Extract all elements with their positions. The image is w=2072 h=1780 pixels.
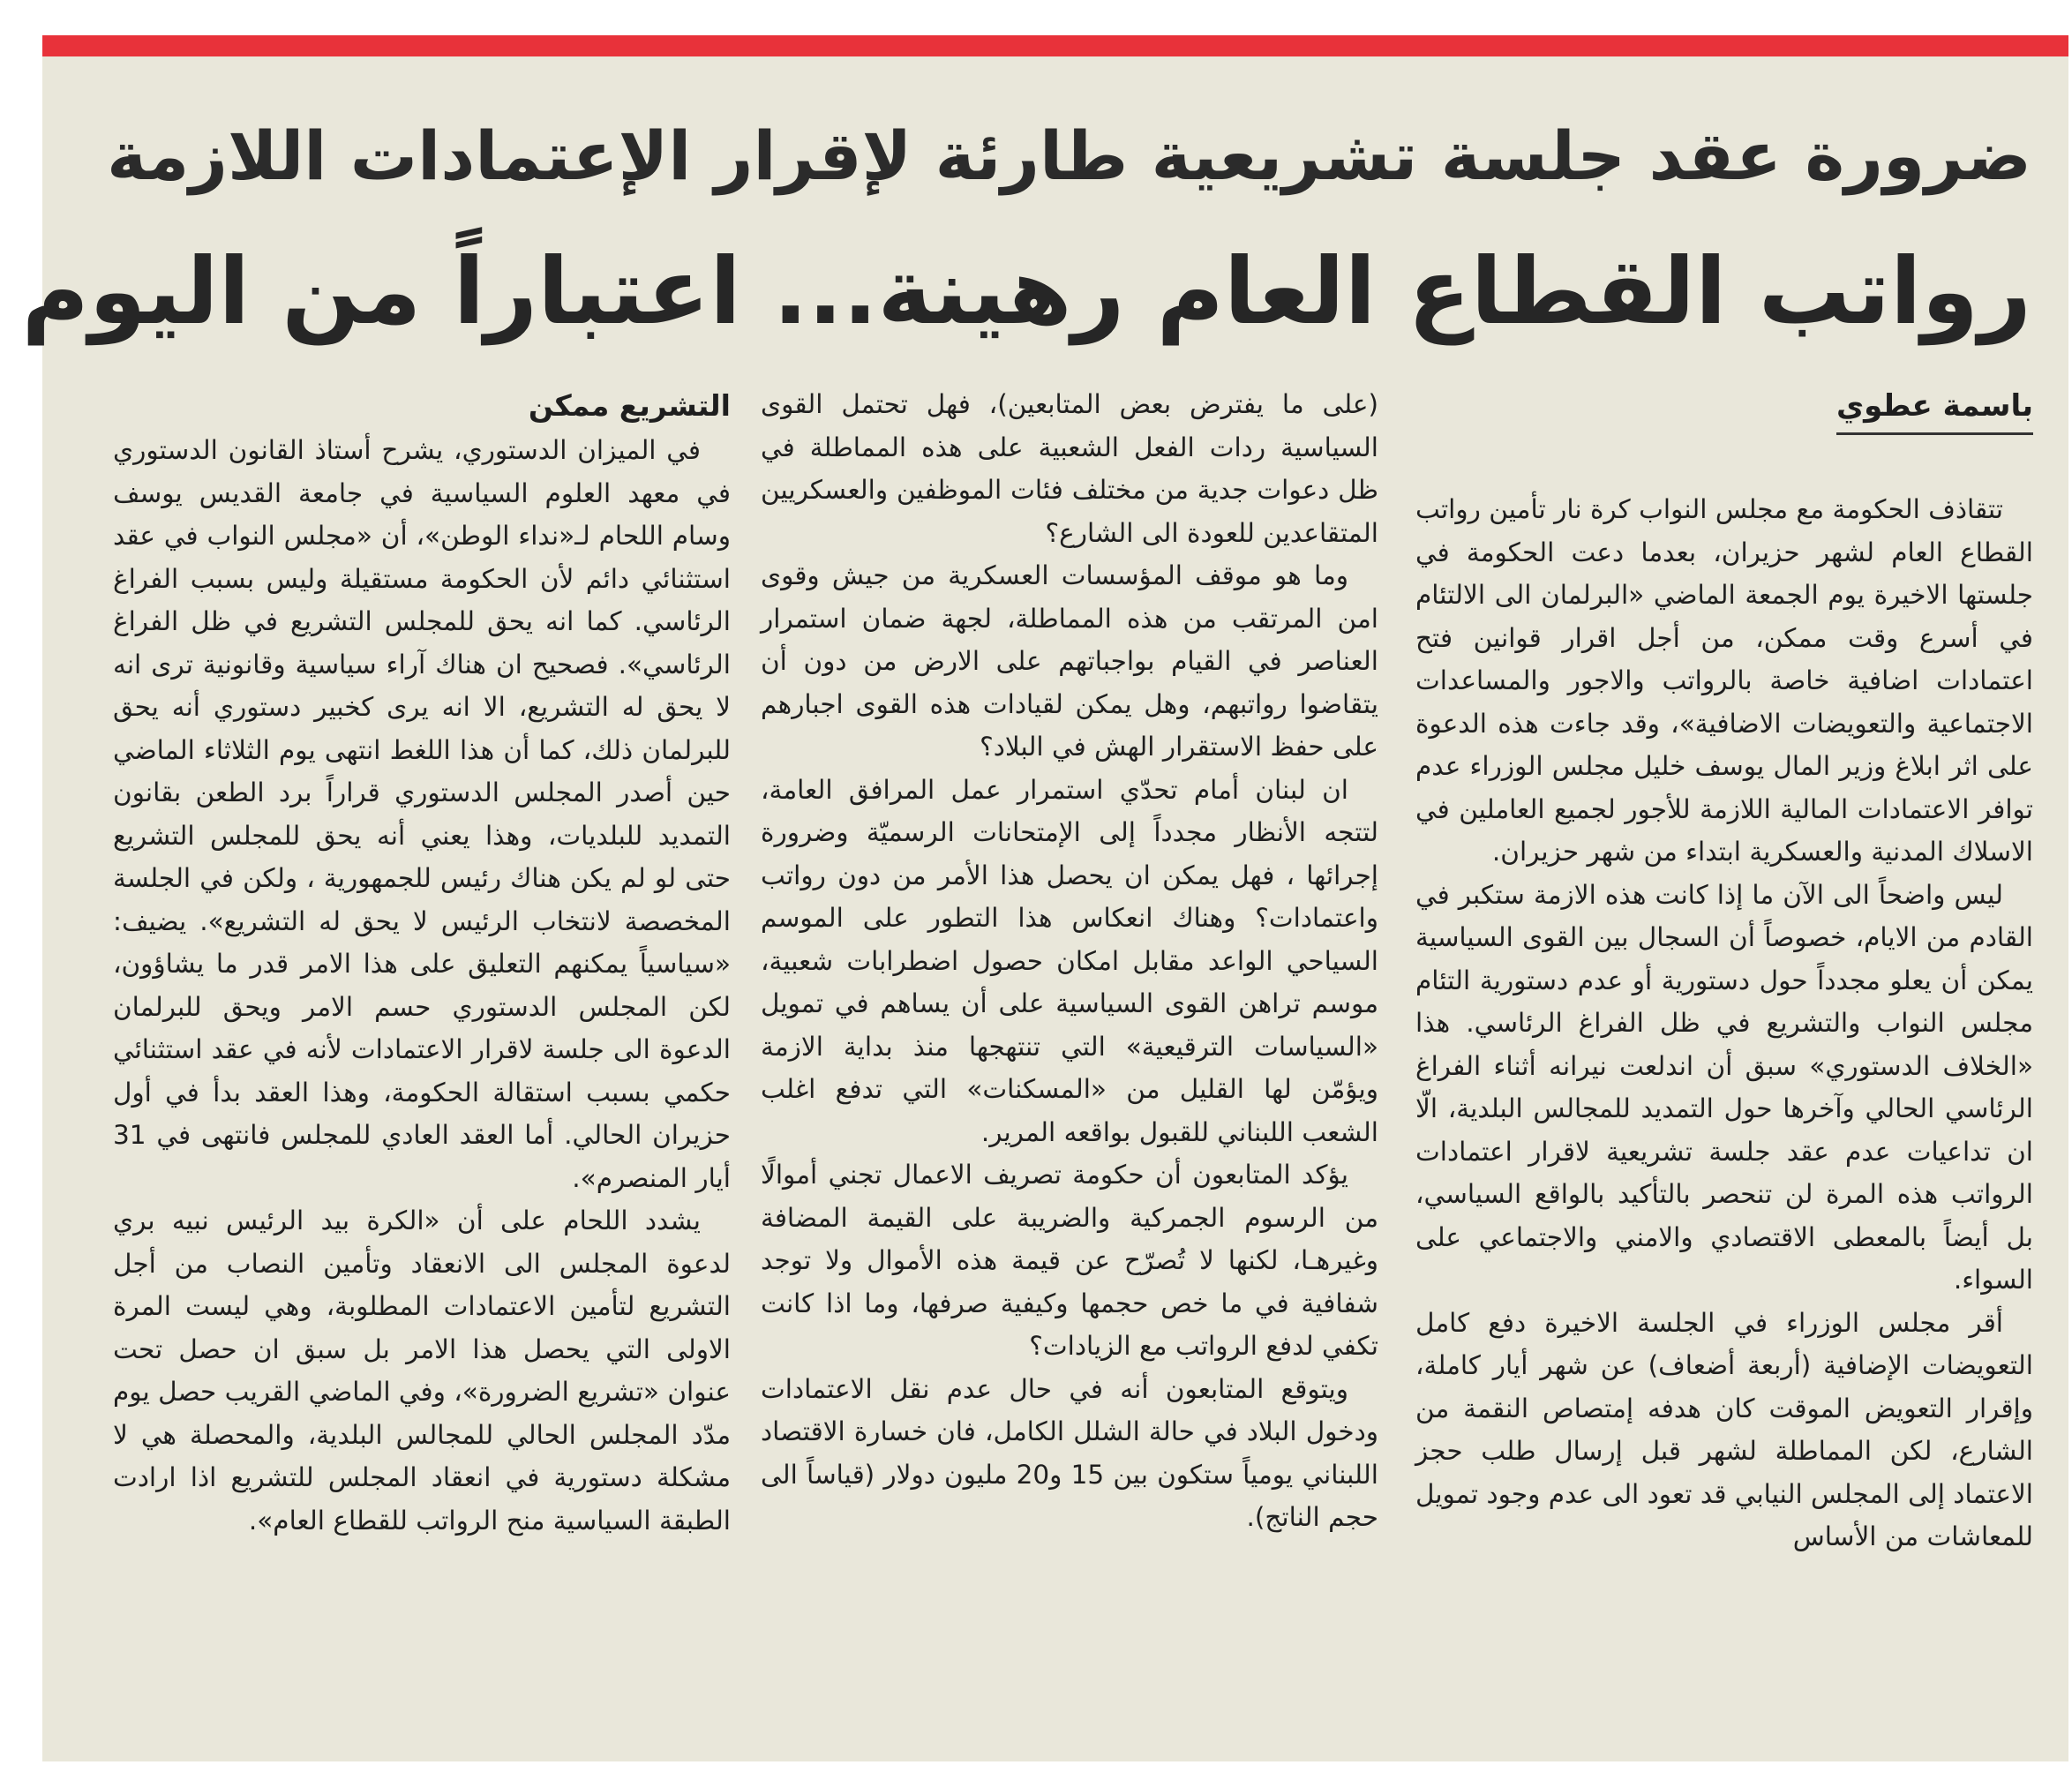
newspaper-page xyxy=(21,35,2068,1761)
article-column-1 xyxy=(1415,383,2033,1558)
article-column-2 xyxy=(761,383,1378,1539)
paragraph: في الميزان الدستوري، يشرح أستاذ القانون الدستوري في معهد العلوم السياسية في جامعة القديس يوسف وسام اللحام لـ«نداء الوطن»، أن «مجلس النواب في عقد استثنائي دائم لأن الحكومة مستقيلة وليس بسبب الفراغ الرئاسي. كما انه يحق للمجلس التشريع في ظل الفراغ الرئاسي». فصحيح ان هناك آراء سياسية وقانونية ترى انه لا يحق له التشريع، الا انه يرى كخبير دستوري أنه يحق للبرلمان ذلك، كما أن هذا اللغط انتهى يوم الثلاثاء الماضي حين أصدر المجلس الدستوري قراراً برد الطعن بقانون التمديد للبلديات، وهذا يعني أنه يحق للمجلس التشريع حتى لو لم يكن هناك رئيس للجمهورية ، ولكن في الجلسة المخصصة لانتخاب الرئيس لا يحق له التشريع». يضيف: «سياسياً يمكنهم التعليق على هذا الامر قدر ما يشاؤون، لكن المجلس الدستوري حسم الامر ويحق للبرلمان الدعوة الى جلسة لاقرار الاعتمادات لأنه في عقد استثنائي حكمي بسبب استقالة الحكومة، وهذا العقد بدأ في أول حزيران الحالي. أما العقد العادي للمجلس فانتهى في 31 أيار المنصرم». xyxy=(113,435,731,1193)
headline-kicker: ضرورة عقد جلسة تشريعية طارئة لإقرار الإعتمادات اللازمة xyxy=(107,116,2031,195)
paragraph: ان لبنان أمام تحدّي استمرار عمل المرافق العامة، لتتجه الأنظار مجدداً إلى الإمتحانات الرسميّة وضرورة إجرائها ، فهل يمكن ان يحصل هذا الأمر من دون رواتب واعتمادات؟ وهناك انعكاس هذا التطور على الموسم السياحي الواعد مقابل امكان حصول اضطرابات شعبية، موسم تراهن القوى السياسية على أن يساهم في تمويل «السياسات الترقيعية» التي تنتهجها منذ بداية الازمة ويؤمّن لها القليل من «المسكنات» التي تدفع اغلب الشعب اللبناني للقبول بواقعه المرير. xyxy=(761,774,1378,1147)
paragraph: وما هو موقف المؤسسات العسكرية من جيش وقوى امن المرتقب من هذه المماطلة، لجهة ضمان استمرار العناصر في القيام بواجباتهم على الارض من دون أن يتقاضوا رواتبهم، وهل يمكن لقيادات هذه القوى اجبارهم على حفظ الاستقرار الهش في البلاد؟ xyxy=(761,560,1378,762)
paragraph: تتقاذف الحكومة مع مجلس النواب كرة نار تأمين رواتب القطاع العام لشهر حزيران، بعدما دعت الحكومة في جلستها الاخيرة يوم الجمعة الماضي «البرلمان الى الالتئام في أسرع وقت ممكن، من أجل اقرار قوانين فتح اعتمادات اضافية خاصة بالرواتب والاجور والمساعدات الاجتماعية والتعويضات الاضافية»، وقد جاءت هذه الدعوة على اثر ابلاغ وزير المال يوسف خليل مجلس الوزراء عدم توافر الاعتمادات المالية اللازمة للأجور لجميع العاملين في الاسلاك المدنية والعسكرية ابتداء من شهر حزيران. xyxy=(1415,494,2033,867)
paragraph: ليس واضحاً الى الآن ما إذا كانت هذه الازمة ستكبر في القادم من الايام، خصوصاً أن السجال بين القوى السياسية يمكن أن يعلو مجدداً حول دستورية أو عدم دستورية التئام مجلس النواب والتشريع في ظل الفراغ الرئاسي. هذا «الخلاف الدستوري» سبق أن اندلعت نيرانه أثناء الفراغ الرئاسي الحالي وآخرها حول التمديد للمجالس البلدية، الّا ان تداعيات عدم عقد جلسة تشريعية لاقرار اعتمادات الرواتب هذه المرة لن تنحصر بالتأكيد بالواقع السياسي، بل أيضاً بالمعطى الاقتصادي والامني والاجتماعي على السواء. xyxy=(1415,879,2033,1295)
subheading: التشريع ممكن xyxy=(528,388,731,423)
paragraph: أقر مجلس الوزراء في الجلسة الاخيرة دفع كامل التعويضات الإضافية (أربعة أضعاف) عن شهر أيار كاملة، وإقرار التعويض الموقت كان هدفه إمتصاص النقمة من الشارع، لكن المماطلة لشهر قبل إرسال طلب حجز الاعتماد إلى المجلس النيابي قد تعود الى عدم وجود تمويل للمعاشات من الأساس xyxy=(1415,1307,2033,1551)
paragraph: يشدد اللحام على أن «الكرة بيد الرئيس نبيه بري لدعوة المجلس الى الانعقاد وتأمين النصاب من أجل التشريع لتأمين الاعتمادات المطلوبة، وهي ليست المرة الاولى التي يحصل هذا الامر بل سبق ان حصل تحت عنوان «تشريع الضرورة»، وفي الماضي القريب حصل يوم مدّد المجلس الحالي للمجالس البلدية، والمحصلة هي لا مشكلة دستورية في انعقاد المجلس للتشريع اذا ارادت الطبقة السياسية منح الرواتب للقطاع العام». xyxy=(113,1205,731,1536)
paragraph: ويتوقع المتابعون أنه في حال عدم نقل الاعتمادات ودخول البلاد في حالة الشلل الكامل، فان خسارة الاقتصاد اللبناني يومياً ستكون بين 15 و20 مليون دولار (قياساً الى حجم الناتج). xyxy=(761,1373,1378,1532)
byline: باسمة عطوي xyxy=(1836,383,2033,435)
top-accent-bar xyxy=(42,35,2068,56)
paragraph: يؤكد المتابعون أن حكومة تصريف الاعمال تجني أموالًا من الرسوم الجمركية والضريبة على القيمة المضافة وغيرهـا، لكنها لا تُصرّح عن قيمة هذه الأموال ولا توجد شفافية في ما خص حجمها وكيفية صرفها، وما اذا كانت تكفي لدفع الرواتب مع الزيادات؟ xyxy=(761,1160,1378,1361)
paragraph: (على ما يفترض بعض المتابعين)، فهل تحتمل القوى السياسية ردات الفعل الشعبية على هذه المماطلة في ظل دعوات جدية من مختلف فئات الموظفين والعسكريين المتقاعدين للعودة الى الشارع؟ xyxy=(761,389,1378,548)
headline-main: رواتب القطاع العام رهينة... اعتباراً من اليوم xyxy=(21,237,2031,345)
article-column-3 xyxy=(113,383,731,1542)
